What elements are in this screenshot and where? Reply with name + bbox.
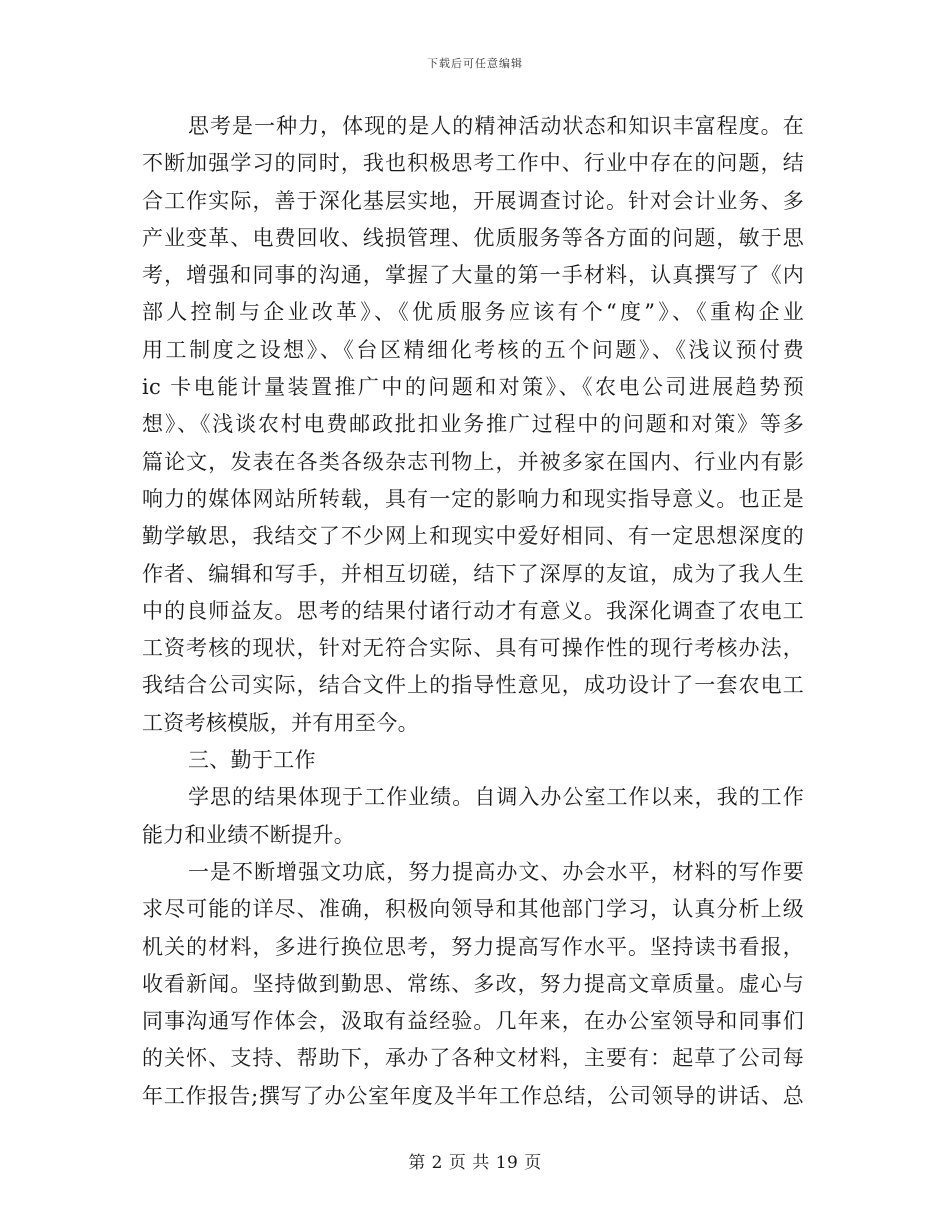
text-line: 篇论文，发表在各类各级杂志刊物上，并被多家在国内、行业内有影 <box>142 449 804 474</box>
text-line: 勤学敏思，我结交了不少网上和现实中爱好相同、有一定思想深度的 <box>142 524 804 549</box>
text-line: 产业变革、电费回收、线损管理、优质服务等各方面的问题，敏于思 <box>142 225 804 250</box>
text-line: 用工制度之设想》、《台区精细化考核的五个问题》、《浅议预付费 <box>142 337 804 362</box>
text-line: 的关怀、支持、帮助下，承办了各种文材料，主要有：起草了公司每 <box>142 1046 804 1071</box>
text-line: 收看新闻。坚持做到勤思、常练、多改，努力提高文章质量。虚心与 <box>142 971 804 996</box>
text-line: 不断加强学习的同时，我也积极思考工作中、行业中存在的问题，结 <box>142 151 804 176</box>
page-header-note: 下载后可任意编辑 <box>427 57 523 70</box>
text-line: 考，增强和同事的沟通，掌握了大量的第一手材料，认真撰写了《内 <box>142 263 804 288</box>
text-line: 思考是一种力，体现的是人的精神活动状态和知识丰富程度。在 <box>188 114 804 138</box>
text-line: 响力的媒体网站所转载，具有一定的影响力和现实指导意义。也正是 <box>142 486 804 511</box>
text-line: 中的良师益友。思考的结果付诸行动才有意义。我深化调查了农电工 <box>142 598 804 623</box>
text-line: 同事沟通写作体会，汲取有益经验。几年来，在办公室领导和同事们 <box>142 1009 804 1034</box>
text-line: 一是不断增强文功底，努力提高办文、办会水平，材料的写作要 <box>188 859 804 884</box>
text-line: 年工作报告;撰写了办公室年度及半年工作总结，公司领导的讲话、总 <box>142 1083 804 1108</box>
text-line: 合工作实际，善于深化基层实地，开展调查讨论。针对会计业务、多 <box>142 188 804 213</box>
text-line: 我结合公司实际，结合文件上的指导性意见，成功设计了一套农电工 <box>142 673 804 698</box>
text-line: 工资考核模版，并有用至今。 <box>142 710 419 735</box>
text-line: 想》、《浅谈农村电费邮政批扣业务推广过程中的问题和对策》等多 <box>142 412 804 437</box>
text-line: 作者、编辑和写手，并相互切磋，结下了深厚的友谊，成为了我人生 <box>142 561 804 586</box>
text-line: ic 卡电能计量装置推广中的问题和对策》、《农电公司进展趋势预 <box>142 375 804 400</box>
text-line: 能力和业绩不断提升。 <box>142 822 355 847</box>
text-line: 部人控制与企业改革》、《优质服务应该有个“度”》、《重构企业 <box>142 300 804 325</box>
page-number: 第 2 页 共 19 页 <box>408 1153 542 1173</box>
text-line: 学思的结果体现于工作业绩。自调入办公室工作以来，我的工作 <box>188 785 804 810</box>
text-line: 工资考核的现状，针对无符合实际、具有可操作性的现行考核办法， <box>142 636 804 661</box>
text-line: 求尽可能的详尽、准确，积极向领导和其他部门学习，认真分析上级 <box>142 897 804 922</box>
document-body <box>142 108 804 1115</box>
section-heading: 三、勤于工作 <box>188 748 316 773</box>
text-line: 机关的材料，多进行换位思考，努力提高写作水平。坚持读书看报， <box>142 934 804 959</box>
